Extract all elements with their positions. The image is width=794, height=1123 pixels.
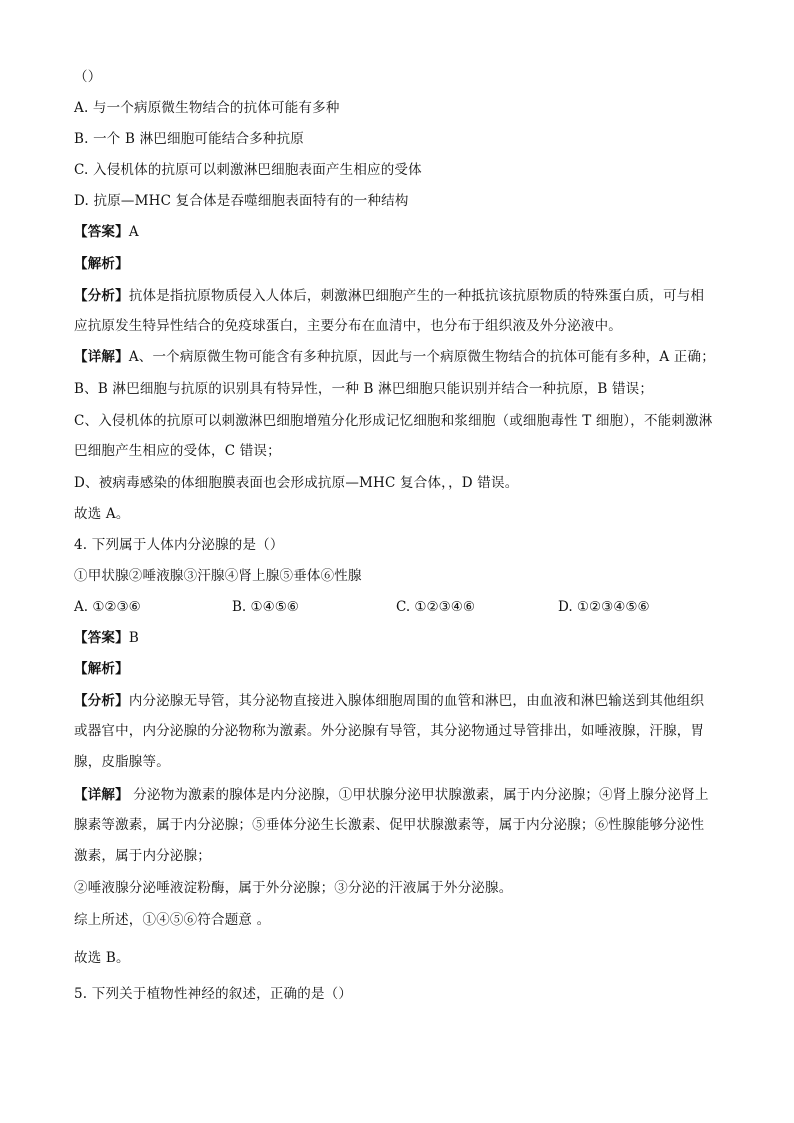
answer-tag: 【答案】 bbox=[74, 224, 129, 240]
q3-xiangjie-line-2: B、B 淋巴细胞与抗原的识别具有特异性，一种 B 淋巴细胞只能识别并结合一种抗原，B 错误； bbox=[74, 381, 654, 397]
q4-analysis-heading bbox=[74, 660, 724, 678]
xiangjie-tag: 【详解】 bbox=[74, 349, 129, 365]
q4-stem: 4. 下列属于人体内分泌腺的是（） bbox=[74, 537, 284, 553]
q4-xiangjie-line-2: 腺素等激素，属于内分泌腺；⑤垂体分泌生长激素、促甲状腺激素等，属于内分泌腺；⑥性腺能够分泌性 bbox=[74, 817, 705, 833]
q3-stem-tail: （） bbox=[74, 69, 102, 85]
q3-option-d: D. 抗原—MHC 复合体是吞噬细胞表面特有的一种结构 bbox=[74, 193, 409, 209]
q3-answer bbox=[74, 223, 724, 241]
answer-tag: 【答案】 bbox=[74, 630, 129, 646]
q4-xiangjie-line-1 bbox=[74, 786, 724, 804]
q4-items: ①甲状腺②唾液腺③汗腺④肾上腺⑤垂体⑥性腺 bbox=[74, 568, 362, 584]
q3-option-a: A. 与一个病原微生物结合的抗体可能有多种 bbox=[74, 100, 340, 116]
q4-fenxi-line-3: 腺，皮脂腺等。 bbox=[74, 754, 170, 770]
q3-xiangjie-line-1 bbox=[74, 348, 724, 366]
q4-answer bbox=[74, 629, 724, 647]
fenxi-tag: 【分析】 bbox=[74, 288, 129, 304]
q4-option-b: B. ①④⑤⑥ bbox=[232, 599, 299, 615]
q3-xiangjie-line-5: D、被病毒感染的体细胞膜表面也会形成抗原—MHC 复合体，，D 错误。 bbox=[74, 475, 519, 491]
q3-conclusion: 故选 A。 bbox=[74, 506, 130, 522]
q3-fenxi-line-2: 应抗原发生特异性结合的免疫球蛋白，主要分布在血清中，也分布于组织液及外分泌液中。 bbox=[74, 318, 622, 334]
q3-xiangjie-line-4: 巴细胞产生相应的受体，C 错误； bbox=[74, 443, 281, 459]
q4-option-c: C. ①②③④⑥ bbox=[396, 599, 475, 615]
q3-analysis-heading bbox=[74, 255, 724, 273]
q4-option-a: A. ①②③⑥ bbox=[74, 599, 141, 615]
xiangjie-text: 分泌物为激素的腺体是内分泌腺，①甲状腺分泌甲状腺激素，属于内分泌腺；④肾上腺分泌肾上 bbox=[128, 787, 709, 803]
q4-xiangjie-line-3: 激素，属于内分泌腺； bbox=[74, 848, 211, 864]
answer-value: A bbox=[128, 224, 139, 240]
q3-xiangjie-line-3: C、入侵机体的抗原可以刺激淋巴细胞增殖分化形成记忆细胞和浆细胞（或细胞毒性 T 细胞），不能刺激淋 bbox=[74, 413, 713, 429]
q3-fenxi-line-1 bbox=[74, 287, 724, 305]
q3-option-c: C. 入侵机体的抗原可以刺激淋巴细胞表面产生相应的受体 bbox=[74, 162, 422, 178]
q4-conclusion: 故选 B。 bbox=[74, 950, 130, 966]
analysis-tag: 【解析】 bbox=[74, 661, 129, 677]
q3-option-b: B. 一个 B 淋巴细胞可能结合多种抗原 bbox=[74, 131, 305, 147]
xiangjie-text: A、一个病原微生物可能含有多种抗原，因此与一个病原微生物结合的抗体可能有多种，A 正确； bbox=[128, 349, 715, 365]
q4-fenxi-line-1 bbox=[74, 692, 724, 710]
analysis-tag: 【解析】 bbox=[74, 256, 129, 272]
q4-fenxi-line-2: 或器官中，内分泌腺的分泌物称为激素。外分泌腺有导管，其分泌物通过导管排出，如唾液腺，汗腺，胃 bbox=[74, 723, 705, 739]
xiangjie-tag: 【详解】 bbox=[74, 787, 129, 803]
q5-stem: 5. 下列关于植物性神经的叙述，正确的是（） bbox=[74, 986, 353, 1002]
fenxi-tag: 【分析】 bbox=[74, 693, 129, 709]
fenxi-text: 抗体是指抗原物质侵入人体后，刺激淋巴细胞产生的一种抵抗该抗原物质的特殊蛋白质，可与相 bbox=[128, 288, 705, 304]
q4-option-d: D. ①②③④⑤⑥ bbox=[558, 599, 650, 615]
answer-value: B bbox=[128, 630, 139, 646]
fenxi-text: 内分泌腺无导管，其分泌物直接进入腺体细胞周围的血管和淋巴，由血液和淋巴输送到其他组织 bbox=[128, 693, 705, 709]
q4-xiangjie-line-4: ②唾液腺分泌唾液淀粉酶，属于外分泌腺；③分泌的汗液属于外分泌腺。 bbox=[74, 880, 513, 896]
q4-xiangjie-line-5: 综上所述，①④⑤⑥符合题意 。 bbox=[74, 912, 271, 928]
